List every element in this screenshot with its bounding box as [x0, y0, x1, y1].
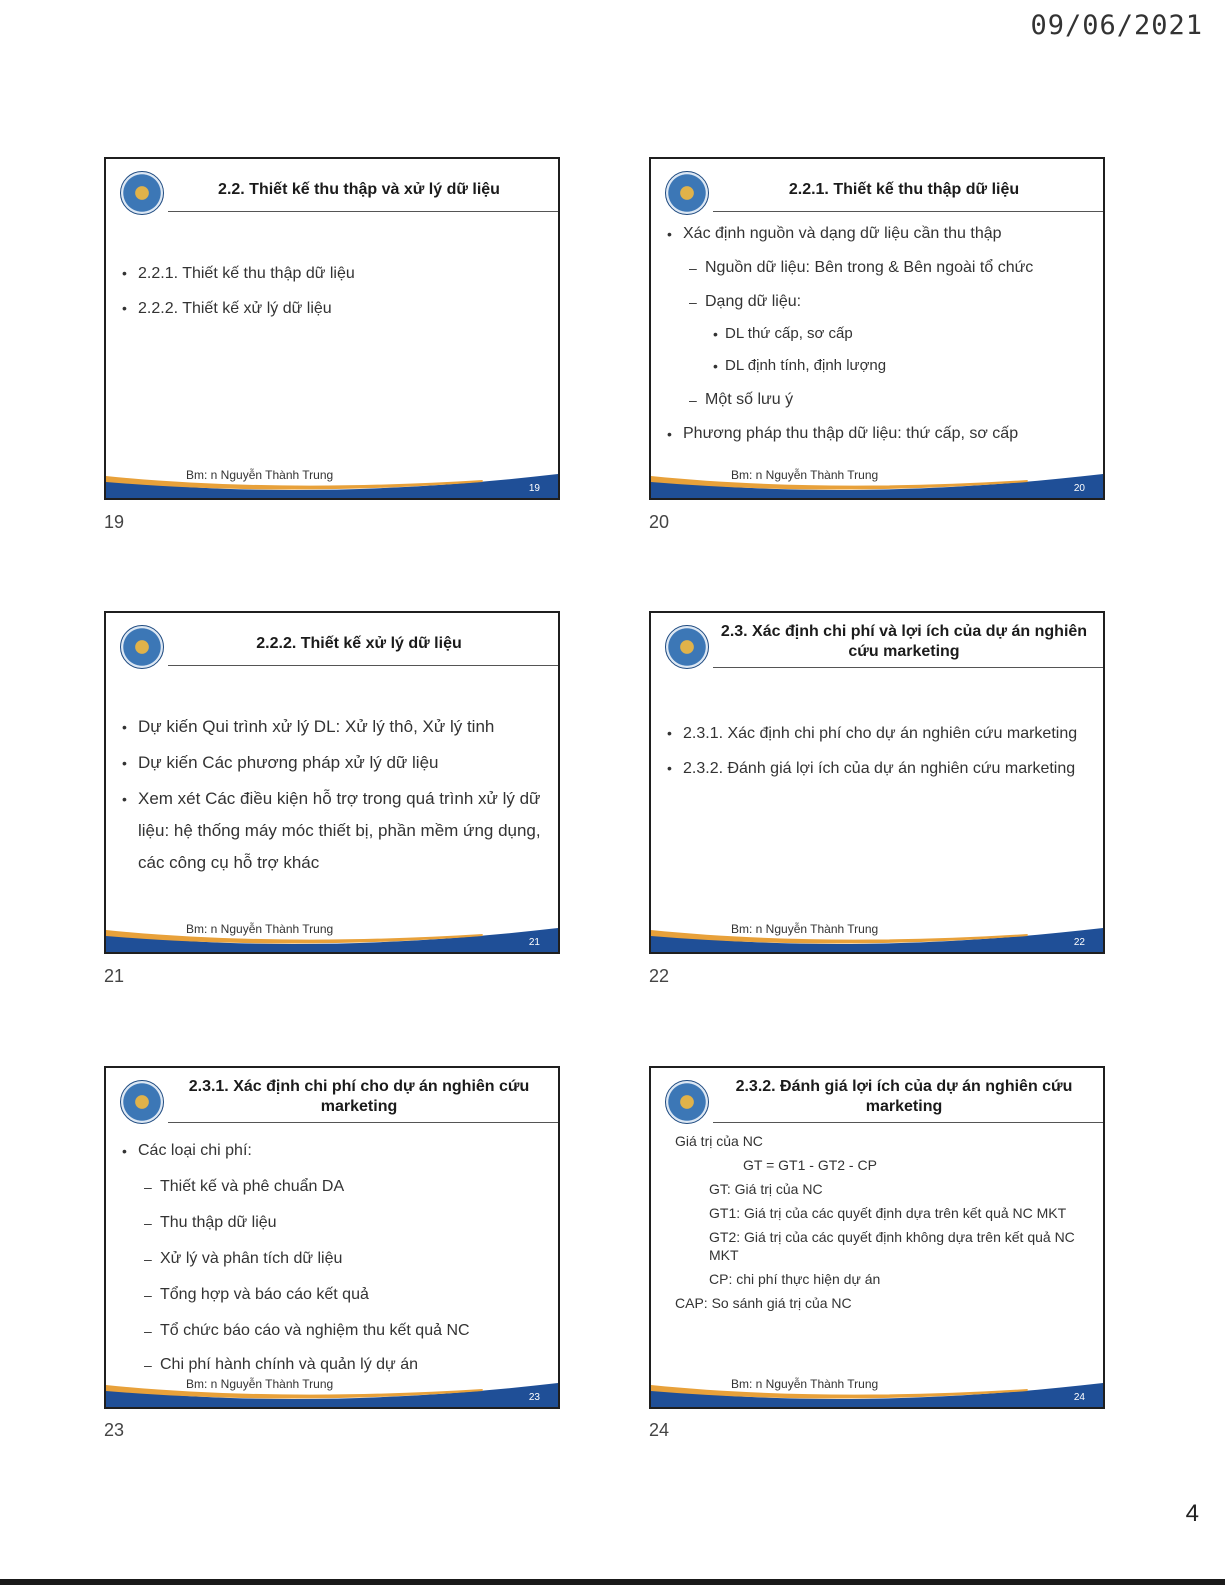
- slide-title: 2.3. Xác định chi phí và lợi ích của dự án nghiên cứu marketing: [720, 623, 1088, 660]
- list-item: • Phương pháp thu thập dữ liệu: thứ cấp, sơ cấp: [663, 423, 1093, 445]
- list-item: • DL thứ cấp, sơ cấp: [663, 323, 1093, 345]
- slide-content: [118, 259, 548, 436]
- slide-title: 2.3.2. Đánh giá lợi ích của dự án nghiên cứu marketing: [735, 1078, 1073, 1115]
- slide-index: 21: [104, 966, 125, 986]
- slide-index: 20: [649, 512, 670, 532]
- list-item: GT1: Giá trị của các quyết định dựa trên kết quả NC MKT: [709, 1205, 1067, 1221]
- slide-number: 20: [1073, 483, 1085, 494]
- list-item: • 2.2.2. Thiết kế xử lý dữ liệu: [118, 294, 548, 323]
- list-item: GT2: Giá trị của các quyết định không dựa trên kết quả NC MKT: [709, 1229, 1075, 1263]
- title-divider: [168, 211, 558, 212]
- list-item: • DL định tính, định lượng: [663, 355, 1093, 377]
- slide-index: 19: [104, 512, 125, 532]
- list-item: • 2.3.1. Xác định chi phí cho dự án nghiên cứu marketing: [663, 719, 1093, 748]
- list-item: – Dạng dữ liệu:: [663, 291, 1093, 313]
- slide-title: 2.2. Thiết kế thu thập và xử lý dữ liệu: [218, 181, 500, 198]
- page-bottom-rule: [0, 1579, 1225, 1585]
- list-item: – Tổng hợp và báo cáo kết quả: [118, 1284, 548, 1306]
- slide-number: 24: [1073, 1392, 1085, 1403]
- list-item: • Xác định nguồn và dạng dữ liệu cần thu thập: [663, 223, 1093, 245]
- title-divider: [713, 667, 1103, 668]
- university-logo-icon: [120, 625, 164, 669]
- page-number: 4: [1185, 1500, 1199, 1527]
- title-divider: [168, 665, 558, 666]
- slide-number: 23: [528, 1392, 540, 1403]
- slide-number: 19: [528, 483, 540, 494]
- list-item: • Dự kiến Qui trình xử lý DL: Xử lý thô, Xử lý tinh: [118, 711, 548, 743]
- list-item: – Xử lý và phân tích dữ liệu: [118, 1248, 548, 1270]
- slide-index: 22: [649, 966, 670, 986]
- slide-23: [104, 1066, 560, 1409]
- university-logo-icon: [120, 1080, 164, 1124]
- slide-content: [663, 719, 1093, 890]
- list-item: GT: Giá trị của NC: [709, 1181, 823, 1197]
- university-logo-icon: [665, 171, 709, 215]
- list-item: CP: chi phí thực hiện dự án: [709, 1271, 881, 1287]
- list-item: GT = GT1 - GT2 - CP: [743, 1157, 877, 1173]
- footer-author: Bm: n Nguyễn Thành Trung: [186, 922, 334, 936]
- university-logo-icon: [120, 171, 164, 215]
- footer-author: Bm: n Nguyễn Thành Trung: [186, 468, 334, 482]
- university-logo-icon: [665, 625, 709, 669]
- slide-title: 2.2.2. Thiết kế xử lý dữ liệu: [256, 635, 462, 652]
- slide-number: 22: [1073, 937, 1085, 948]
- list-item: • 2.2.1. Thiết kế thu thập dữ liệu: [118, 259, 548, 288]
- slide-content: [118, 1140, 548, 1381]
- university-logo-icon: [665, 1080, 709, 1124]
- list-item: – Nguồn dữ liệu: Bên trong & Bên ngoài tổ chức: [663, 257, 1093, 279]
- title-divider: [713, 1122, 1103, 1123]
- list-item: – Tổ chức báo cáo và nghiệm thu kết quả NC: [118, 1320, 548, 1342]
- list-item: • Xem xét Các điều kiện hỗ trợ trong quá trình xử lý dữ liệu: hệ thống máy móc thiết bị, phần mềm ứng dụng, các công cụ hỗ trợ khác: [118, 783, 548, 879]
- list-item: Giá trị của NC: [675, 1133, 763, 1149]
- title-divider: [713, 211, 1103, 212]
- slide-content: [663, 223, 1093, 458]
- list-item: • Các loại chi phí:: [118, 1140, 548, 1162]
- slide-number: 21: [528, 937, 540, 948]
- footer-author: Bm: n Nguyễn Thành Trung: [186, 1377, 334, 1391]
- slide-19: [104, 157, 560, 500]
- list-item: • Dự kiến Các phương pháp xử lý dữ liệu: [118, 747, 548, 779]
- slide-20: [649, 157, 1105, 500]
- list-item: • 2.3.2. Đánh giá lợi ích của dự án nghiên cứu marketing: [663, 754, 1093, 783]
- list-item: – Một số lưu ý: [663, 389, 1093, 411]
- list-item: CAP: So sánh giá trị của NC: [675, 1295, 852, 1311]
- slide-index: 24: [649, 1420, 670, 1440]
- slide-index: 23: [104, 1420, 125, 1440]
- title-divider: [168, 1122, 558, 1123]
- slide-title: 2.3.1. Xác định chi phí cho dự án nghiên cứu marketing: [188, 1078, 530, 1115]
- slide-title: 2.2.1. Thiết kế thu thập dữ liệu: [788, 181, 1020, 198]
- footer-author: Bm: n Nguyễn Thành Trung: [731, 1377, 879, 1391]
- slide-24: [649, 1066, 1105, 1409]
- list-item: – Thu thập dữ liệu: [118, 1212, 548, 1234]
- footer-author: Bm: n Nguyễn Thành Trung: [731, 922, 879, 936]
- list-item: – Thiết kế và phê chuẩn DA: [118, 1176, 548, 1198]
- list-item: – Chi phí hành chính và quản lý dự án: [118, 1354, 548, 1376]
- slide-content: [663, 1132, 1093, 1371]
- slide-21: [104, 611, 560, 954]
- slide-content: [118, 711, 548, 912]
- page-date: 09/06/2021: [1030, 10, 1203, 41]
- footer-author: Bm: n Nguyễn Thành Trung: [731, 468, 879, 482]
- slide-22: [649, 611, 1105, 954]
